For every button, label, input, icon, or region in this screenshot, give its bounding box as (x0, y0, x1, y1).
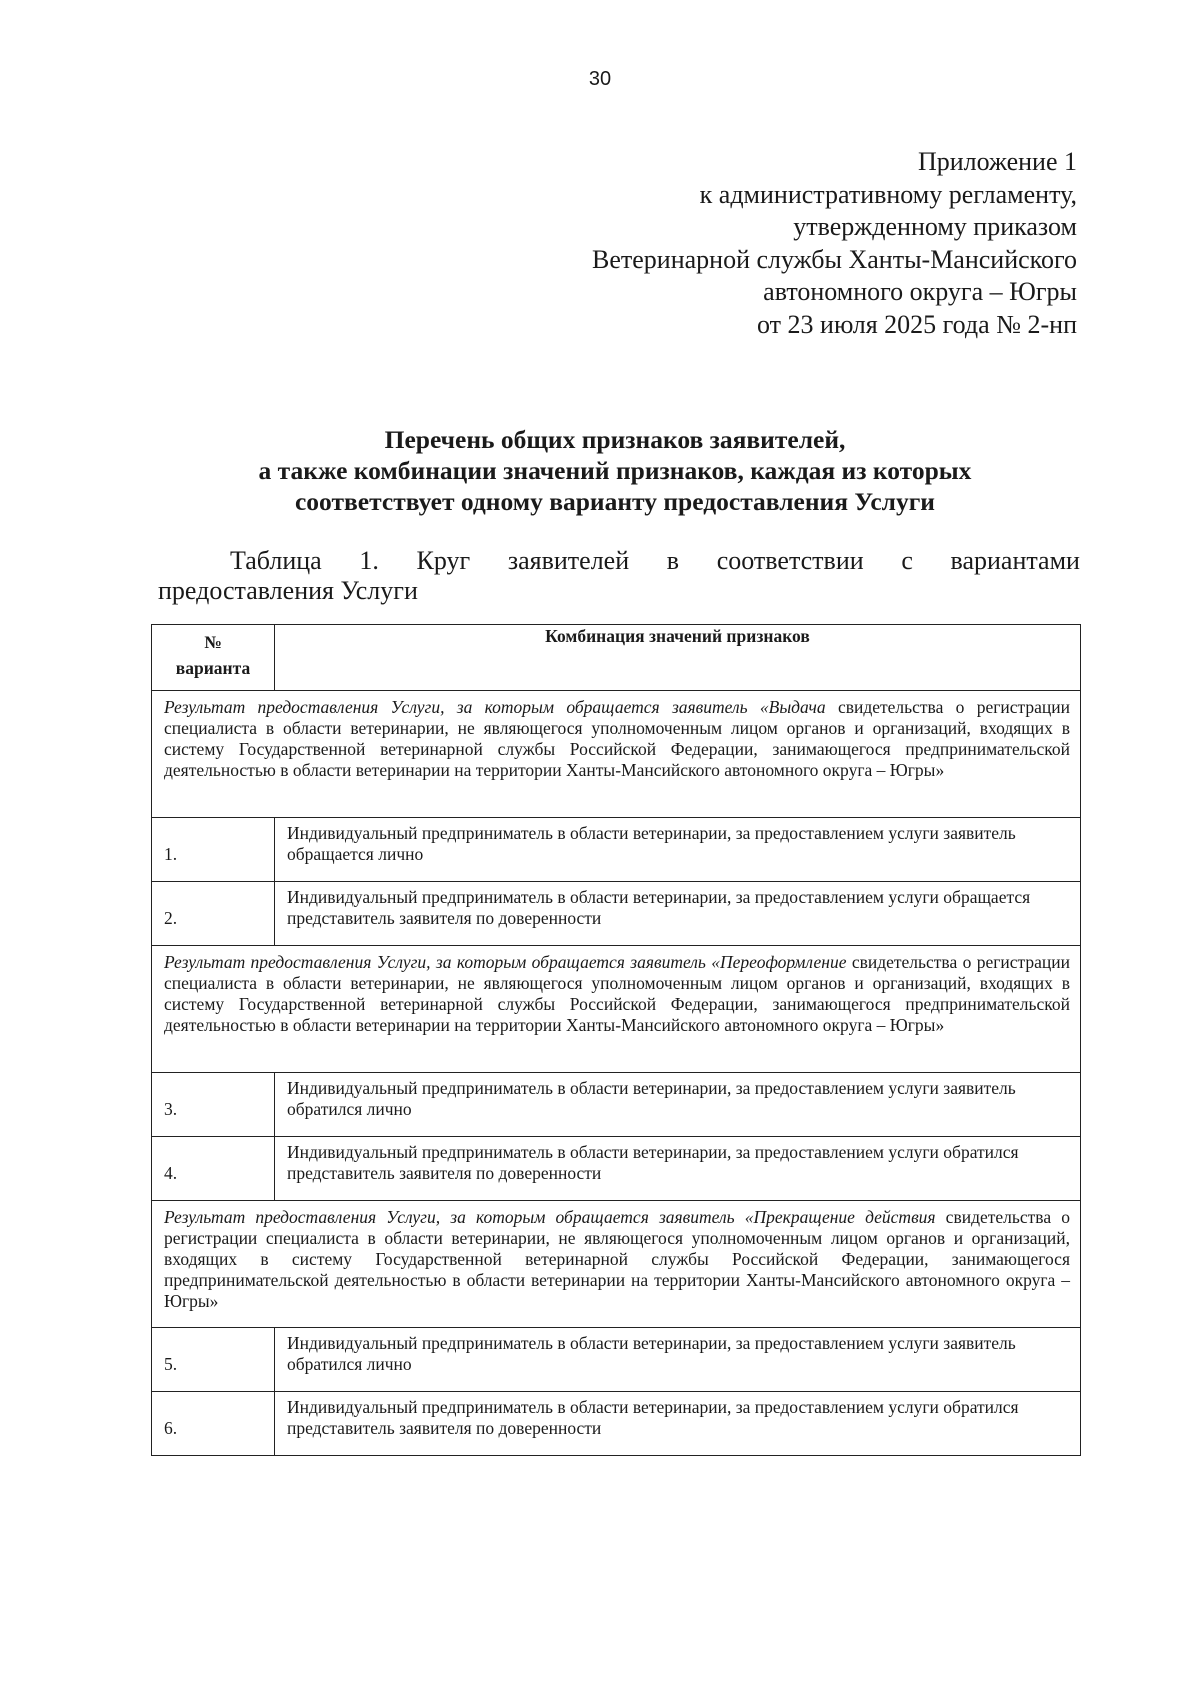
variant-combination: Индивидуальный предприниматель в области ветеринарии, за предоставлением услуги обратился представитель заявителя по доверенности (275, 1137, 1081, 1201)
section-result-type: Прекращение действия (753, 1207, 936, 1227)
appendix-line: Приложение 1 (917, 147, 1077, 176)
caption-word: заявителей (507, 546, 630, 575)
table-row (152, 1137, 1081, 1201)
variant-number: 4. (152, 1137, 275, 1201)
caption-line-1 (158, 546, 1080, 576)
document-title (150, 424, 1080, 517)
section-rest: свидетельства о регистрации специалиста в области ветеринарии, не являющегося уполномоченным лицом органов и организаций, входящих в систему Государственной ветеринарной службы Российской Федерации, занимающегося предпринимательской деятельностью в области ветеринарии на территории Ханты-Мансийского автономного округа – Югры» (164, 697, 1071, 780)
section-lead: Результат предоставления Услуги, за которым обращается заявитель « (164, 697, 769, 717)
title-line: соответствует одному варианту предоставления Услуги (294, 487, 935, 516)
table-row (152, 882, 1081, 946)
caption-line-2: предоставления Услуги (158, 576, 418, 605)
appendix-line: от 23 июля 2025 года № 2-нп (757, 309, 1077, 339)
section-description (152, 1201, 1081, 1328)
appendix-line: к административному регламенту, (699, 179, 1077, 209)
variant-combination: Индивидуальный предприниматель в области ветеринарии, за предоставлением услуги обращается представитель заявителя по доверенности (275, 882, 1081, 946)
section-result-type: Переоформление (720, 952, 847, 972)
variant-number: 2. (152, 882, 275, 946)
variant-combination: Индивидуальный предприниматель в области ветеринарии, за предоставлением услуги обратился представитель заявителя по доверенности (275, 1392, 1081, 1456)
variant-number: 6. (152, 1392, 275, 1456)
caption-word: 1. (359, 546, 379, 575)
appendix-block (457, 146, 1077, 341)
section-rest: свидетельства о регистрации специалиста в области ветеринарии, не являющегося уполномоченным лицом органов и организаций, входящих в систему Государственной ветеринарной службы Российской Федерации, занимающегося предпринимательской деятельностью в области ветеринарии на территории Ханты-Мансийского автономного округа – Югры» (164, 952, 1070, 1035)
title-line: а также комбинации значений признаков, каждая из которых (258, 456, 972, 485)
caption-word: в (666, 546, 680, 575)
section-description (152, 691, 1081, 818)
header-num-symbol: № (204, 632, 222, 652)
variant-combination: Индивидуальный предприниматель в области ветеринарии, за предоставлением услуги заявитель обратился лично (275, 1073, 1081, 1137)
table-header-row (152, 625, 1081, 691)
table-row (152, 1073, 1081, 1137)
table-row (152, 1392, 1081, 1456)
appendix-line: утвержденному приказом (793, 212, 1077, 241)
title-line: Перечень общих признаков заявителей, (384, 425, 846, 454)
header-variant-number (152, 625, 275, 691)
caption-word: Круг (416, 546, 471, 575)
section-row (152, 691, 1081, 818)
section-row (152, 946, 1081, 1073)
header-combination: Комбинация значений признаков (275, 625, 1081, 691)
page-number: 30 (588, 68, 612, 90)
appendix-line: Ветеринарной службы Ханты-Мансийского (592, 244, 1077, 274)
variant-number: 1. (152, 818, 275, 882)
section-row (152, 1201, 1081, 1328)
variant-combination: Индивидуальный предприниматель в области ветеринарии, за предоставлением услуги заявитель обращается лично (275, 818, 1081, 882)
section-rest: свидетельства о регистрации специалиста в области ветеринарии, не являющегося уполномоченным лицом органов и организаций, входящих в систему Государственной ветеринарной службы Российской Федерации, занимающегося предпринимательской деятельностью в области ветеринарии на территории Ханты-Мансийского автономного округа – Югры» (164, 1207, 1070, 1311)
variant-combination: Индивидуальный предприниматель в области ветеринарии, за предоставлением услуги заявитель обратился лично (275, 1328, 1081, 1392)
caption-word: с (901, 546, 913, 575)
table-row (152, 1328, 1081, 1392)
variants-table (151, 624, 1081, 1456)
header-num-label: варианта (175, 658, 251, 678)
caption-word: Таблица (230, 546, 322, 575)
variant-number: 3. (152, 1073, 275, 1137)
section-result-type: Выдача (768, 697, 826, 717)
caption-word: соответствии (716, 546, 864, 575)
section-description (152, 946, 1081, 1073)
section-lead: Результат предоставления Услуги, за которым обращается заявитель « (164, 1207, 754, 1227)
appendix-line: автономного округа – Югры (763, 277, 1077, 306)
variant-number: 5. (152, 1328, 275, 1392)
section-lead: Результат предоставления Услуги, за которым обращается заявитель « (164, 952, 720, 972)
table-caption (158, 546, 1080, 606)
caption-word: вариантами (950, 546, 1080, 575)
table-row (152, 818, 1081, 882)
